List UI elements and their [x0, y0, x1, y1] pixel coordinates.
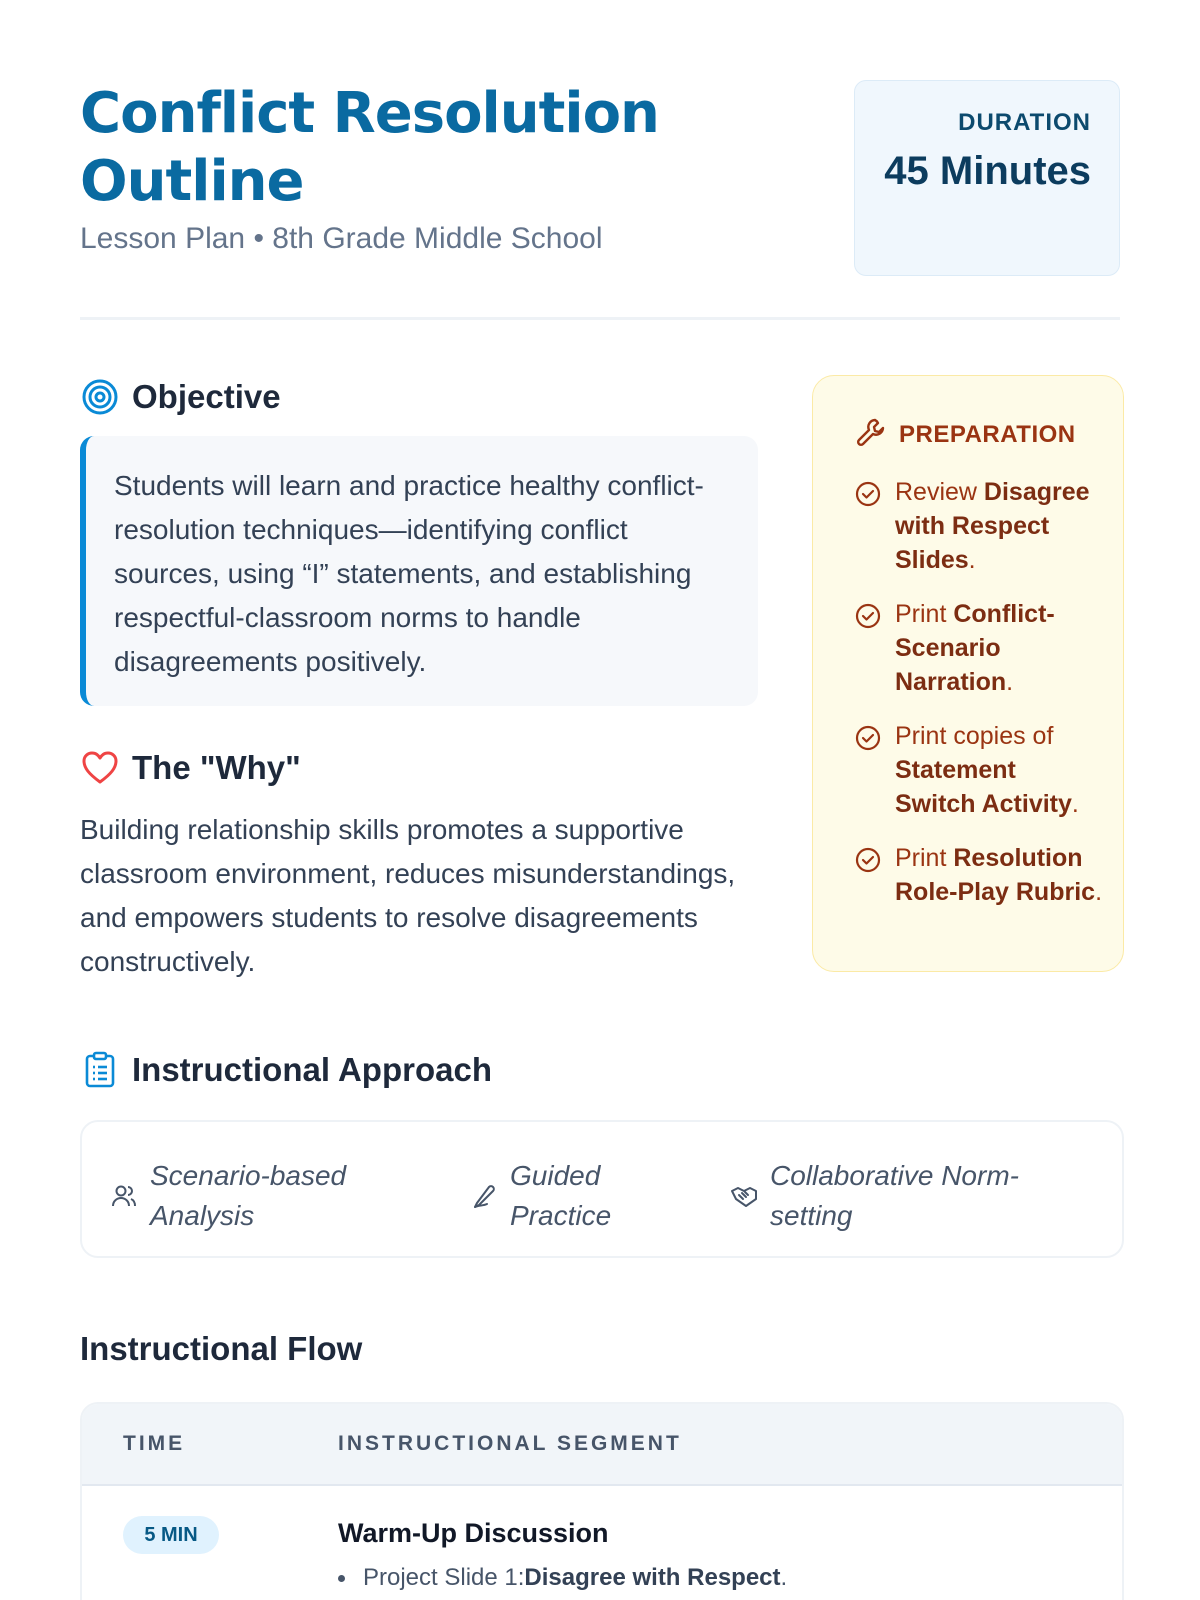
wrench-icon	[855, 416, 887, 453]
objective-heading-label: Objective	[132, 378, 281, 415]
bullet-dot	[338, 1575, 345, 1582]
preparation-heading	[855, 416, 1103, 453]
duration-card	[854, 80, 1120, 276]
why-heading-label: The "Why"	[132, 749, 301, 786]
approach-item-label: Scenario-based Analysis	[150, 1160, 347, 1231]
time-badge: 5 MIN	[123, 1516, 219, 1554]
approach-card	[80, 1120, 1124, 1258]
page-subtitle: Lesson Plan • 8th Grade Middle School	[80, 222, 603, 255]
preparation-item-suffix: .	[1006, 668, 1014, 696]
approach-item-label: Guided Practice	[510, 1160, 612, 1231]
preparation-item	[855, 597, 1103, 699]
flow-table	[80, 1402, 1124, 1600]
preparation-item-suffix: .	[968, 546, 976, 574]
heart-icon	[80, 748, 120, 788]
clipboard-icon	[80, 1050, 120, 1090]
approach-item	[110, 1156, 370, 1236]
handshake-icon	[730, 1182, 758, 1210]
lesson-header	[80, 80, 1120, 280]
preparation-item-suffix: .	[1071, 790, 1079, 818]
check-circle-icon	[855, 847, 881, 873]
preparation-item-resource: Disagree with Respect Slides	[895, 478, 1090, 574]
preparation-item-resource: Statement Switch Activity	[895, 756, 1072, 818]
header-divider	[80, 317, 1120, 320]
preparation-heading-label: PREPARATION	[899, 420, 1076, 448]
why-text: Building relationship skills promotes a supportive classroom environment, reduces misunderstandings, and empowers students to resolve disagreements constructively.	[80, 814, 736, 977]
preparation-item-prefix: Print	[895, 600, 954, 628]
column-header-segment: INSTRUCTIONAL SEGMENT	[338, 1432, 682, 1455]
check-circle-icon	[855, 603, 881, 629]
approach-item	[470, 1156, 650, 1236]
target-icon	[80, 377, 120, 417]
objective-heading	[80, 377, 281, 417]
page-title: Conflict Resolution Outline	[80, 81, 659, 214]
segment-bullet-resource: Disagree with Respect	[524, 1564, 781, 1591]
flow-heading: Instructional Flow	[80, 1330, 363, 1367]
approach-item	[730, 1156, 1070, 1236]
preparation-card	[812, 375, 1124, 972]
approach-heading	[80, 1050, 492, 1090]
users-icon	[110, 1182, 138, 1210]
segment-bullet	[338, 1564, 787, 1592]
preparation-item	[855, 475, 1103, 577]
column-header-time: TIME	[123, 1432, 186, 1455]
approach-heading-label: Instructional Approach	[132, 1051, 492, 1088]
preparation-item	[855, 841, 1103, 909]
table-row	[82, 1486, 1122, 1600]
objective-text: Students will learn and practice healthy conflict-resolution techniques—identifying conflict sources, using “I” statements, and establishing respectful-classroom norms to handle disagreements positively.	[80, 436, 758, 706]
segment-bullet-prefix: Project Slide 1:	[363, 1564, 525, 1591]
preparation-item-prefix: Print	[895, 844, 954, 872]
flow-table-header	[82, 1404, 1122, 1486]
duration-value: 45 Minutes	[884, 149, 1091, 193]
why-heading	[80, 748, 301, 788]
preparation-item-prefix: Print copies of	[895, 722, 1054, 750]
check-circle-icon	[855, 725, 881, 751]
approach-item-label: Collaborative Norm-setting	[770, 1160, 1019, 1231]
preparation-item	[855, 719, 1103, 821]
segment-title: Warm-Up Discussion	[338, 1518, 609, 1548]
preparation-item-prefix: Review	[895, 478, 984, 506]
preparation-item-suffix: .	[1095, 878, 1103, 906]
check-circle-icon	[855, 481, 881, 507]
preparation-item-resource: Conflict-Scenario Narration	[895, 600, 1055, 696]
segment-bullet-suffix: .	[780, 1564, 788, 1591]
pen-icon	[470, 1182, 498, 1210]
duration-label: DURATION	[958, 109, 1091, 136]
preparation-item-resource: Resolution Role-Play Rubric	[895, 844, 1096, 906]
